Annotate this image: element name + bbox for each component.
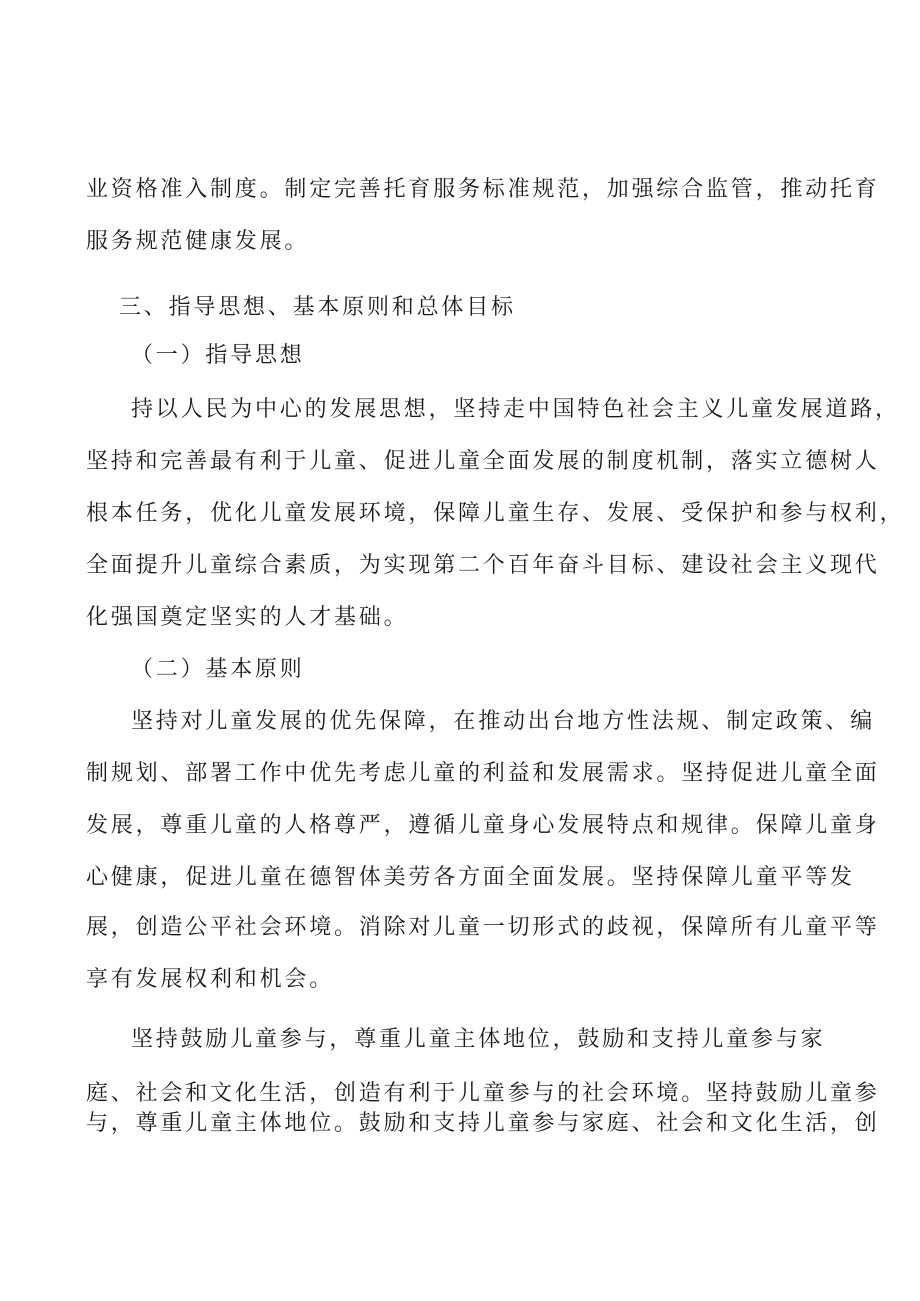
paragraph-line: 享有发展权利和机会。 <box>86 967 335 992</box>
subsection-heading-2: （二）基本原则 <box>131 657 305 682</box>
paragraph-line: 展，创造公平社会环境。消除对儿童一切形式的歧视，保障所有儿童平等 <box>86 915 880 940</box>
paragraph-line: 化强国奠定坚实的人才基础。 <box>86 605 409 630</box>
paragraph-line: 心健康，促进儿童在德智体美劳各方面全面发展。坚持保障儿童平等发 <box>86 865 855 890</box>
paragraph-line: 发展，尊重儿童的人格尊严，遵循儿童身心发展特点和规律。保障儿童身 <box>86 813 880 838</box>
subsection-heading-1: （一）指导思想 <box>131 343 305 368</box>
paragraph-line: 庭、社会和文化生活，创造有利于儿童参与的社会环境。坚持鼓励儿童参 <box>86 1081 880 1106</box>
paragraph-line: 与，尊重儿童主体地位。鼓励和支持儿童参与家庭、社会和文化生活，创 <box>86 1111 880 1136</box>
paragraph-line: 根本任务，优化儿童发展环境，保障儿童生存、发展、受保护和参与权利， <box>86 501 905 526</box>
paragraph-line: 制规划、部署工作中优先考虑儿童的利益和发展需求。坚持促进儿童全面 <box>86 761 880 786</box>
paragraph-line: 坚持鼓励儿童参与，尊重儿童主体地位，鼓励和支持儿童参与家 <box>131 1027 826 1052</box>
intro-line-1: 业资格准入制度。制定完善托育服务标准规范，加强综合监管，推动托育 <box>86 177 880 202</box>
intro-line-2: 服务规范健康发展。 <box>86 229 310 254</box>
paragraph-line: 全面提升儿童综合素质，为实现第二个百年奋斗目标、建设社会主义现代 <box>86 553 880 578</box>
paragraph-line: 坚持和完善最有利于儿童、促进儿童全面发展的制度机制，落实立德树人 <box>86 449 880 474</box>
paragraph-line: 持以人民为中心的发展思想，坚持走中国特色社会主义儿童发展道路， <box>131 397 900 422</box>
section-heading: 三、指导思想、基本原则和总体目标 <box>119 295 516 320</box>
paragraph-line: 坚持对儿童发展的优先保障，在推动出台地方性法规、制定政策、编 <box>131 709 876 734</box>
